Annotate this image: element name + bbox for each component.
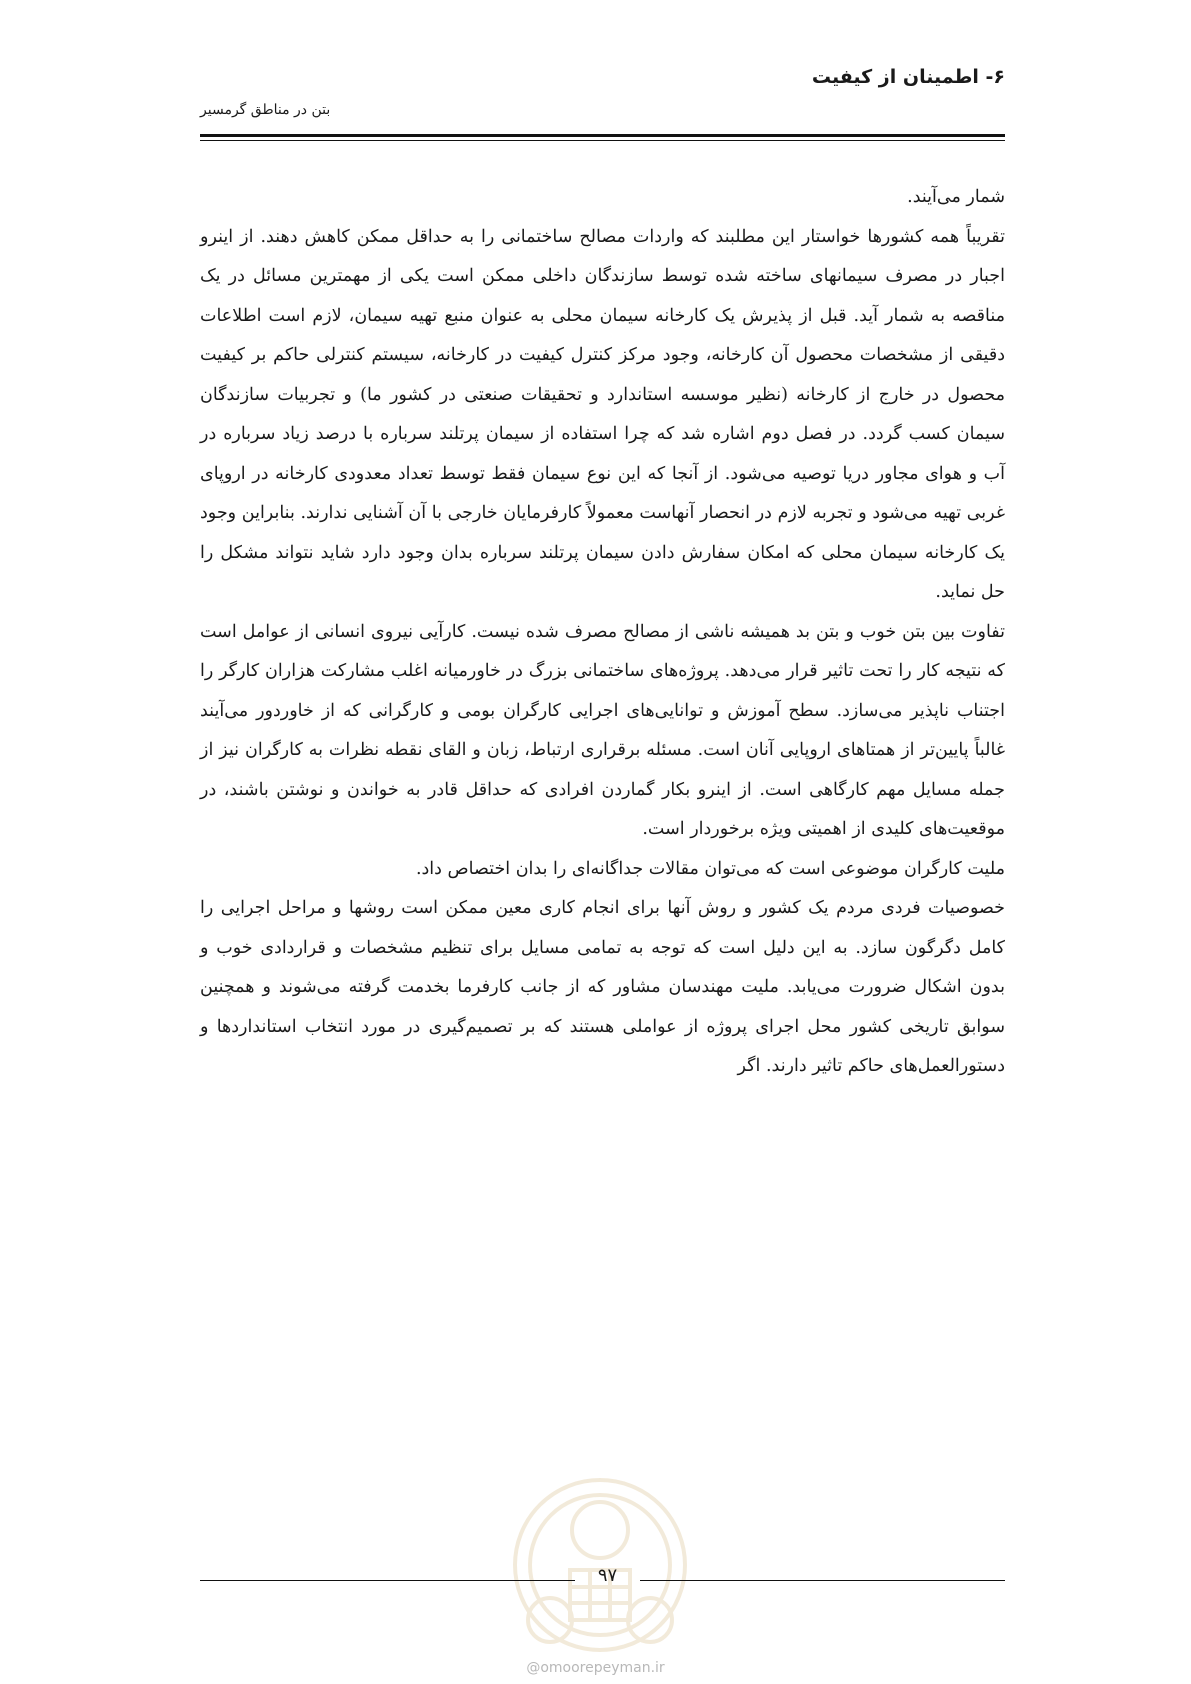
body-text <box>200 178 1005 1087</box>
paragraph: تقریباً همه کشورها خواستار این مطلبند که واردات مصالح ساختمانی را به حداقل ممکن کاهش دهند. از اینرو اجبار در مصرف سیمانهای ساخته شده توسط سازندگان داخلی ممکن است یکی از مهمترین مسائل در یک مناقصه به شمار آید. قبل از پذیرش یک کارخانه سیمان محلی به عنوان منبع تهیه سیمان، لازم است اطلاعات دقیقی از مشخصات محصول آن کارخانه، وجود مرکز کنترل کیفیت در کارخانه، سیستم کنترلی حاکم بر کیفیت محصول در خارج از کارخانه (نظیر موسسه استاندارد و تحقیقات صنعتی در کشور ما) و تجربیات سازندگان سیمان کسب گردد. در فصل دوم اشاره شد که چرا استفاده از سیمان پرتلند سرباره با درصد زیاد سرباره در آب و هوای مجاور دریا توصیه می‌شود. از آنجا که این نوع سیمان فقط توسط تعداد معدودی کارخانه در اروپای غربی تهیه می‌شود و تجربه لازم در انحصار آنهاست معمولاً کارفرمایان خارجی با آن آشنایی ندارند. بنابراین وجود یک کارخانه سیمان محلی که امکان سفارش دادن سیمان پرتلند سرباره بدان وجود دارد شاید نتواند مشکل را حل نماید. <box>200 226 1005 602</box>
paragraph: شمار می‌آیند. <box>907 187 1005 207</box>
chapter-title: ۶- اطمینان از کیفیت <box>811 66 1005 88</box>
paragraph: ملیت کارگران موضوعی است که می‌توان مقالات جداگانه‌ای را بدان اختصاص داد. <box>415 858 1005 879</box>
page-footer <box>200 1565 1005 1595</box>
paragraph: تفاوت بین بتن خوب و بتن بد همیشه ناشی از مصالح مصرف شده نیست. کارآیی نیروی انسانی از عوامل است که نتیجه کار را تحت تاثیر قرار می‌دهد. پروژه‌های ساختمانی بزرگ در خاورمیانه اغلب مشارکت هزاران کارگر را اجتناب ناپذیر می‌سازد. سطح آموزش و توانایی‌های اجرایی کارگران بومی و کارگرانی که از خاوردور می‌آیند غالباً پایین‌تر از همتاهای اروپایی آنان است. مسئله برقراری ارتباط، زبان و القای نقطه نظرات به کارگران نیز از جمله مسایل مهم کارگاهی است. از اینرو بکار گماردن افرادی که حداقل قادر به خواندن و نوشتن باشند، در موقعیت‌های کلیدی از اهمیتی ویژه برخوردار است. <box>200 621 1005 839</box>
footer-rule <box>200 1580 575 1581</box>
book-title: بتن در مناطق گرمسیر <box>200 102 331 118</box>
header-rule-thick <box>200 134 1005 137</box>
header-rule-thin <box>200 140 1005 141</box>
site-watermark-text: @omoorepeyman.ir <box>526 1660 665 1676</box>
page-number: ۹۷ <box>597 1565 618 1586</box>
paragraph: خصوصیات فردی مردم یک کشور و روش آنها برای انجام کاری معین ممکن است روشها و مراحل اجرایی را کامل دگرگون سازد. به این دلیل است که توجه به تمامی مسایل برای تنظیم مشخصات و قراردادی خوب و بدون اشکال ضرورت می‌یابد. ملیت مهندسان مشاور که از جانب کارفرما بخدمت گرفته می‌شوند و همچنین سوابق تاریخی کشور محل اجرای پروژه از عواملی هستند که بر تصمیم‌گیری در مورد انتخاب استانداردها و دستورالعمل‌های حاکم تاثیر دارند. اگر <box>200 898 1005 1076</box>
gear-seal-logo-icon <box>480 1470 720 1655</box>
footer-rule <box>640 1580 1005 1581</box>
page-header <box>200 56 1005 146</box>
